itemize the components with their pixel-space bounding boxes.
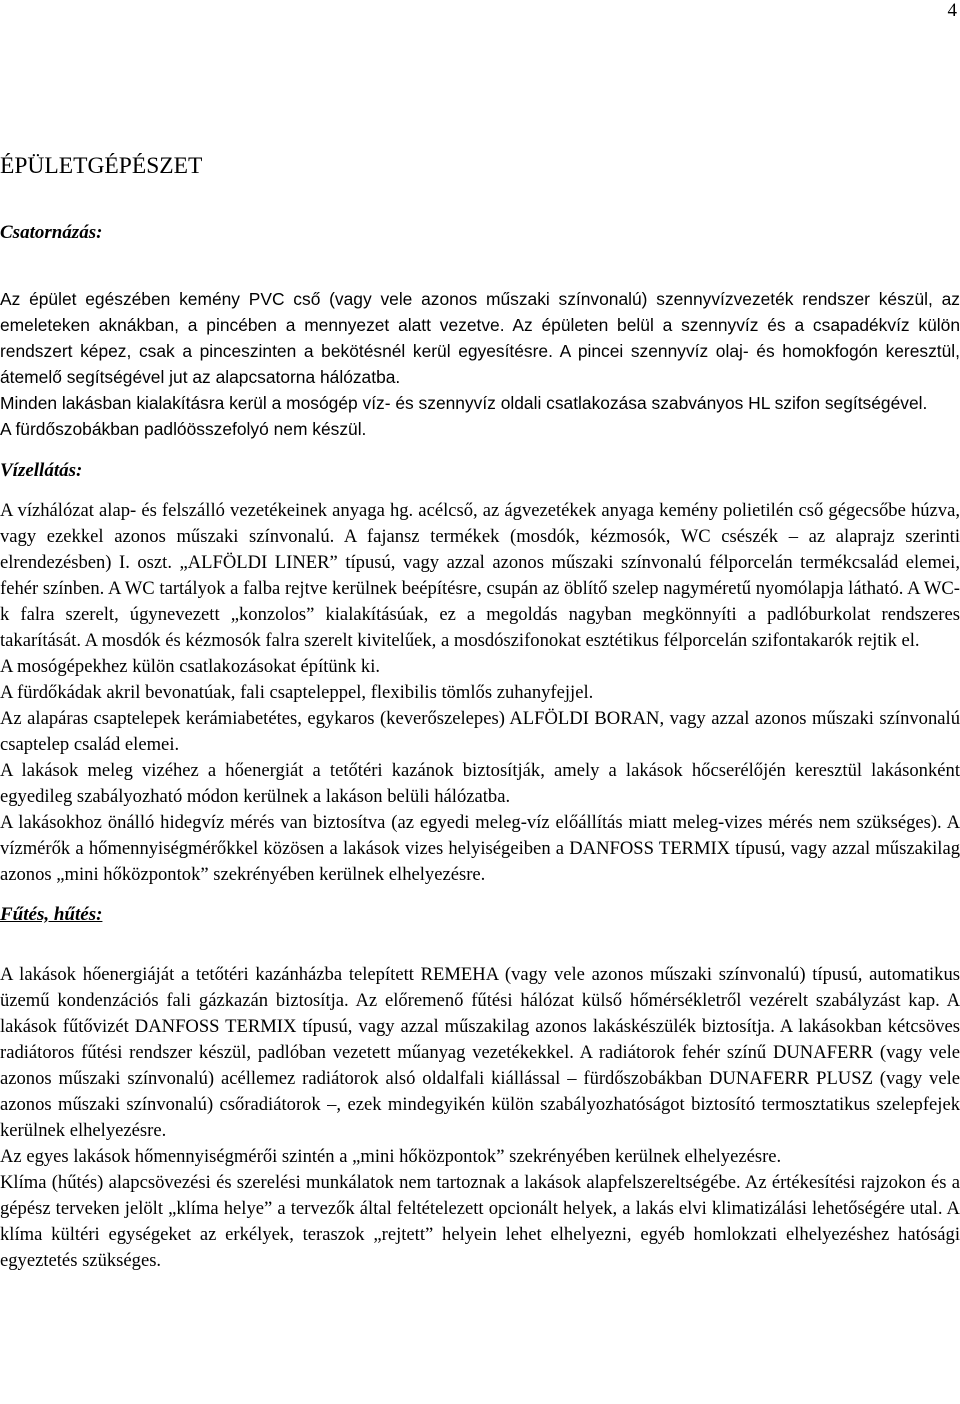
paragraph: A lakások hőenergiáját a tetőtéri kazánházba telepített REMEHA (vagy vele azonos műszaki színvonalú) típusú, automatikus üzemű kondenzációs fali gázkazán biztosítja. Az előremenő fűtési hálózat külső hőmérsékletről vezérelt szabályzást kap. A lakások fűtővizét DANFOSS TERMIX típusú, vagy azzal műszakilag azonos lakáskészülék biztosítja. A lakásokban kétcsöves radiátoros fűtési rendszer készül, padlóban vezetett műanyag vezetékekkel. A radiátorok fehér színű DUNAFERR (vagy vele azonos műszaki színvonalú) acéllemez radiátorok alsó oldalfali kiállással – fürdőszobákban DUNAFERR PLUSZ (vagy vele azonos műszaki színvonalú) csőradiátorok –, ezek mindegyikén külön szabályozhatóságot biztosító termosztatikus szelepfejek kerülnek elhelyezésre. (0, 964, 960, 1141)
section-body-csatornazas (0, 286, 960, 442)
paragraph: A fürdőszobákban padlóösszefolyó nem készül. (0, 419, 367, 439)
paragraph: Az épület egészében kemény PVC cső (vagy vele azonos műszaki színvonalú) szennyvízvezeték rendszer készül, az emeleteken aknákban, a pincében a mennyezet alatt vezetve. Az épületen belül a szennyvíz és a csapadékvíz külön rendszert képez, csak a pinceszinten a bekötésnél kerül egyesítésre. A pincei szennyvíz olaj- és homokfogón keresztül, átemelő segítségével jut az alapcsatorna hálózatba. (0, 289, 960, 387)
section-body-futes (0, 962, 960, 1274)
page-number: 4 (947, 0, 957, 21)
document-body (0, 152, 960, 1274)
paragraph: A mosógépekhez külön csatlakozásokat építünk ki. (0, 656, 381, 677)
section-heading-vizellatas: Vízellátás: (0, 460, 83, 481)
paragraph: Az alapáras csaptelepek kerámiabetétes, egykaros (keverőszelepes) ALFÖLDI BORAN, vagy azzal azonos műszaki színvonalú csaptelep család elemei. (0, 708, 960, 755)
paragraph: A fürdőkádak akril bevonatúak, fali csapteleppel, flexibilis tömlős zuhanyfejjel. (0, 682, 594, 703)
paragraph: Klíma (hűtés) alapcsövezési és szerelési munkálatok nem tartoznak a lakások alapfelszereltségébe. Az értékesítési rajzokon és a gépész terveken jelölt „klíma helye” a tervezők által feltételezett opcionált helyek, a lakás elvi klimatizálási lehetőségére utal. A klíma kültéri egységeket az erkélyek, teraszok „rejtett” helyein lehet elhelyezni, egyéb homlokzati elhelyezéshez hatósági egyeztetés szükséges. (0, 1172, 960, 1271)
paragraph: Minden lakásban kialakításra kerül a mosógép víz- és szennyvíz oldali csatlakozása szabványos HL szifon segítségével. (0, 393, 928, 413)
section-body-vizellatas (0, 498, 960, 888)
paragraph: A lakások meleg vizéhez a hőenergiát a tetőtéri kazánok biztosítják, amely a lakások hőcserélőjén keresztül lakásonként egyedileg szabályozható módon kerülnek a lakáson belüli hálózatba. (0, 760, 960, 807)
document-title: ÉPÜLETGÉPÉSZET (0, 153, 203, 179)
paragraph: A lakásokhoz önálló hidegvíz mérés van biztosítva (az egyedi meleg-víz előállítás miatt meleg-vizes mérés nem szükséges). A vízmérők a hőmennyiségmérőkkel közösen a lakások vizes helyiségeiben a DANFOSS TERMIX típusú, vagy azzal műszakilag azonos „mini hőközpontok” szekrényében kerülnek elhelyezésre. (0, 812, 960, 885)
section-heading-futes: Fűtés, hűtés: (0, 904, 103, 925)
paragraph: A vízhálózat alap- és felszálló vezetékeinek anyaga hg. acélcső, az ágvezetékek anyaga kemény polietilén cső gégecsőbe húzva, vagy ezekkel azonos műszaki színvonalú. A fajansz termékek (mosdók, kézmosók, WC csészék – az alaprajz szerinti elrendezésben) I. oszt. „ALFÖLDI LINER” típusú, vagy azzal azonos műszaki színvonalú félporcelán termékcsalád elemei, fehér színben. A WC tartályok a falba rejtve kerülnek beépítésre, csupán az öblítő szelep nagyméretű nyomólapja látható. A WC-k falra szerelt, úgynevezett „konzolos” kialakításúak, ez a megoldás nagyban megkönnyíti a padlóburkolat rendszeres takarítását. A mosdók és kézmosók falra szerelt kivitelűek, a mosdószifonokat esztétikus félporcelán szifontakarók rejtik el. (0, 500, 960, 651)
section-heading-csatornazas: Csatornázás: (0, 222, 103, 243)
paragraph: Az egyes lakások hőmennyiségmérői szintén a „mini hőközpontok” szekrényében kerülnek elhelyezésre. (0, 1146, 782, 1167)
